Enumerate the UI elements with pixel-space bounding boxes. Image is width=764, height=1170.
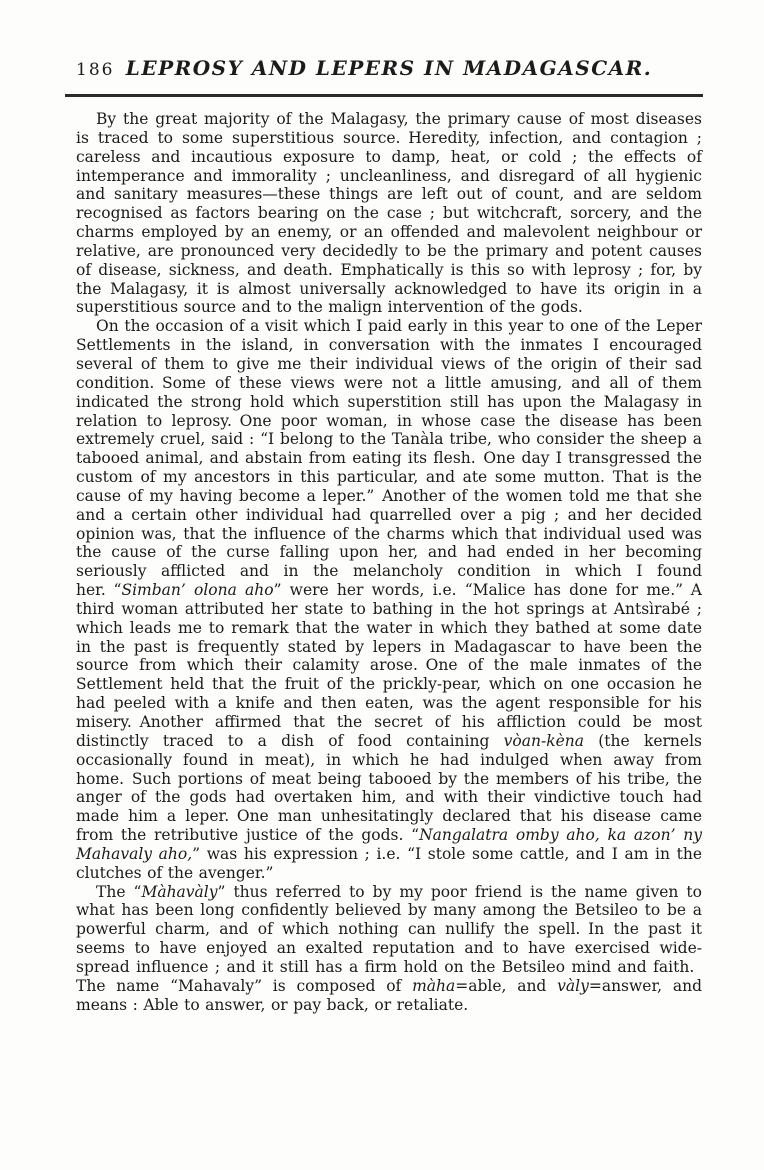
page-title: LEPROSY AND LEPERS IN MADAGASCAR. <box>125 56 653 80</box>
header-rule <box>65 94 703 97</box>
page-header <box>76 54 702 88</box>
text-segment: ” was his expression ; i.e. “I stole some cattle, and I am in the clutches of the avenger.” <box>76 844 702 882</box>
paragraph <box>76 317 702 882</box>
paragraph <box>76 883 702 1015</box>
paragraph <box>76 110 702 317</box>
text-segment: =able, and <box>455 976 558 995</box>
italic-text-segment: Simban’ olona aho <box>121 581 274 600</box>
text-segment: ” thus referred to by my poor friend is the name given to what has been long confidently believed by many among the Betsileo to be a powerful charm, and of which nothing can nullify the spell. In the past it seems to have enjoyed an exalted reputation and to have exercised wide-spread influence ; and it still has a firm hold on the Betsileo mind and faith. The name “Mahavaly” is composed of <box>76 882 702 995</box>
text-segment: ” were her words, i.e. “Malice has done for me.” A third woman attributed her state to bathing in the hot springs at Antsìrabé ; which leads me to remark that the water in which they bathed at some date in the past is frequently stated by lepers in Madagascar to have been the source from which their calamity arose. One of the male inmates of the Settlement held that the fruit of the prickly-pear, which on one occasion he had peeled with a knife and then eaten, was the agent responsible for his misery. Another affirmed that the secret of his affliction could be most distinctly traced to a dish of food containing <box>76 581 702 750</box>
italic-text-segment: vòan-kèna <box>503 731 584 750</box>
italic-text-segment: Nangalatra omby aho, ka azon’ ny Mahavaly aho, <box>76 826 702 863</box>
text-segment: The “ <box>96 882 142 901</box>
page-body <box>76 110 702 1015</box>
page-number: 186 <box>76 60 115 80</box>
text-segment: By the great majority of the Malagasy, the primary cause of most diseases is traced to some superstitious source. Heredity, infection, and contagion ; careless and incautious exposure to damp, heat, or cold ; the effects of intemperance and immorality ; uncleanliness, and disregard of all hygienic and sanitary measures—these things are left out of count, and are seldom recognised as factors bearing on the case ; but witchcraft, sorcery, and the charms employed by an enemy, or an offended and malevolent neighbour or relative, are pronounced very decidedly to be the primary and potent causes of disease, sickness, and death. Emphatically is this so with leprosy ; for, by the Malagasy, it is almost universally acknowledged to have its origin in a superstitious source and to the malign intervention of the gods. <box>76 110 702 317</box>
italic-text-segment: màha <box>412 976 456 995</box>
italic-text-segment: Màhavàly <box>141 882 218 901</box>
text-segment: =answer, and means : Able to answer, or pay back, or retaliate. <box>76 976 702 1014</box>
text-segment: On the occasion of a visit which I paid early in this year to one of the Leper Settlements in the island, in conversation with the inmates I encouraged several of them to give me their individual views of the origin of their sad condition. Some of these views were not a little amusing, and all of them indicated the strong hold which superstition still has upon the Malagasy in relation to leprosy. One poor woman, in whose case the disease has been extremely cruel, said : “I belong to the Tanàla tribe, who consider the sheep a tabooed animal, and abstain from eating its flesh. One day I transgressed the custom of my ancestors in this particular, and ate some mutton. That is the cause of my having become a leper.” Another of the women told me that she and a certain other individual had quarrelled over a pig ; and her decided opinion was, that the influence of the charms which that individual used was the cause of the curse falling upon her, and had ended in her becoming seriously afflicted and in the melancholy condition in which I found her. “ <box>76 317 702 600</box>
italic-text-segment: vàly <box>557 976 589 995</box>
text-segment: (the kernels occasionally found in meat), in which he had indulged when away from home. Such portions of meat being tabooed by the members of his tribe, the anger of the gods had overtaken him, and with their vindictive touch had made him a leper. One man unhesitatingly declared that his disease came from the retributive justice of the gods. “ <box>76 731 702 845</box>
